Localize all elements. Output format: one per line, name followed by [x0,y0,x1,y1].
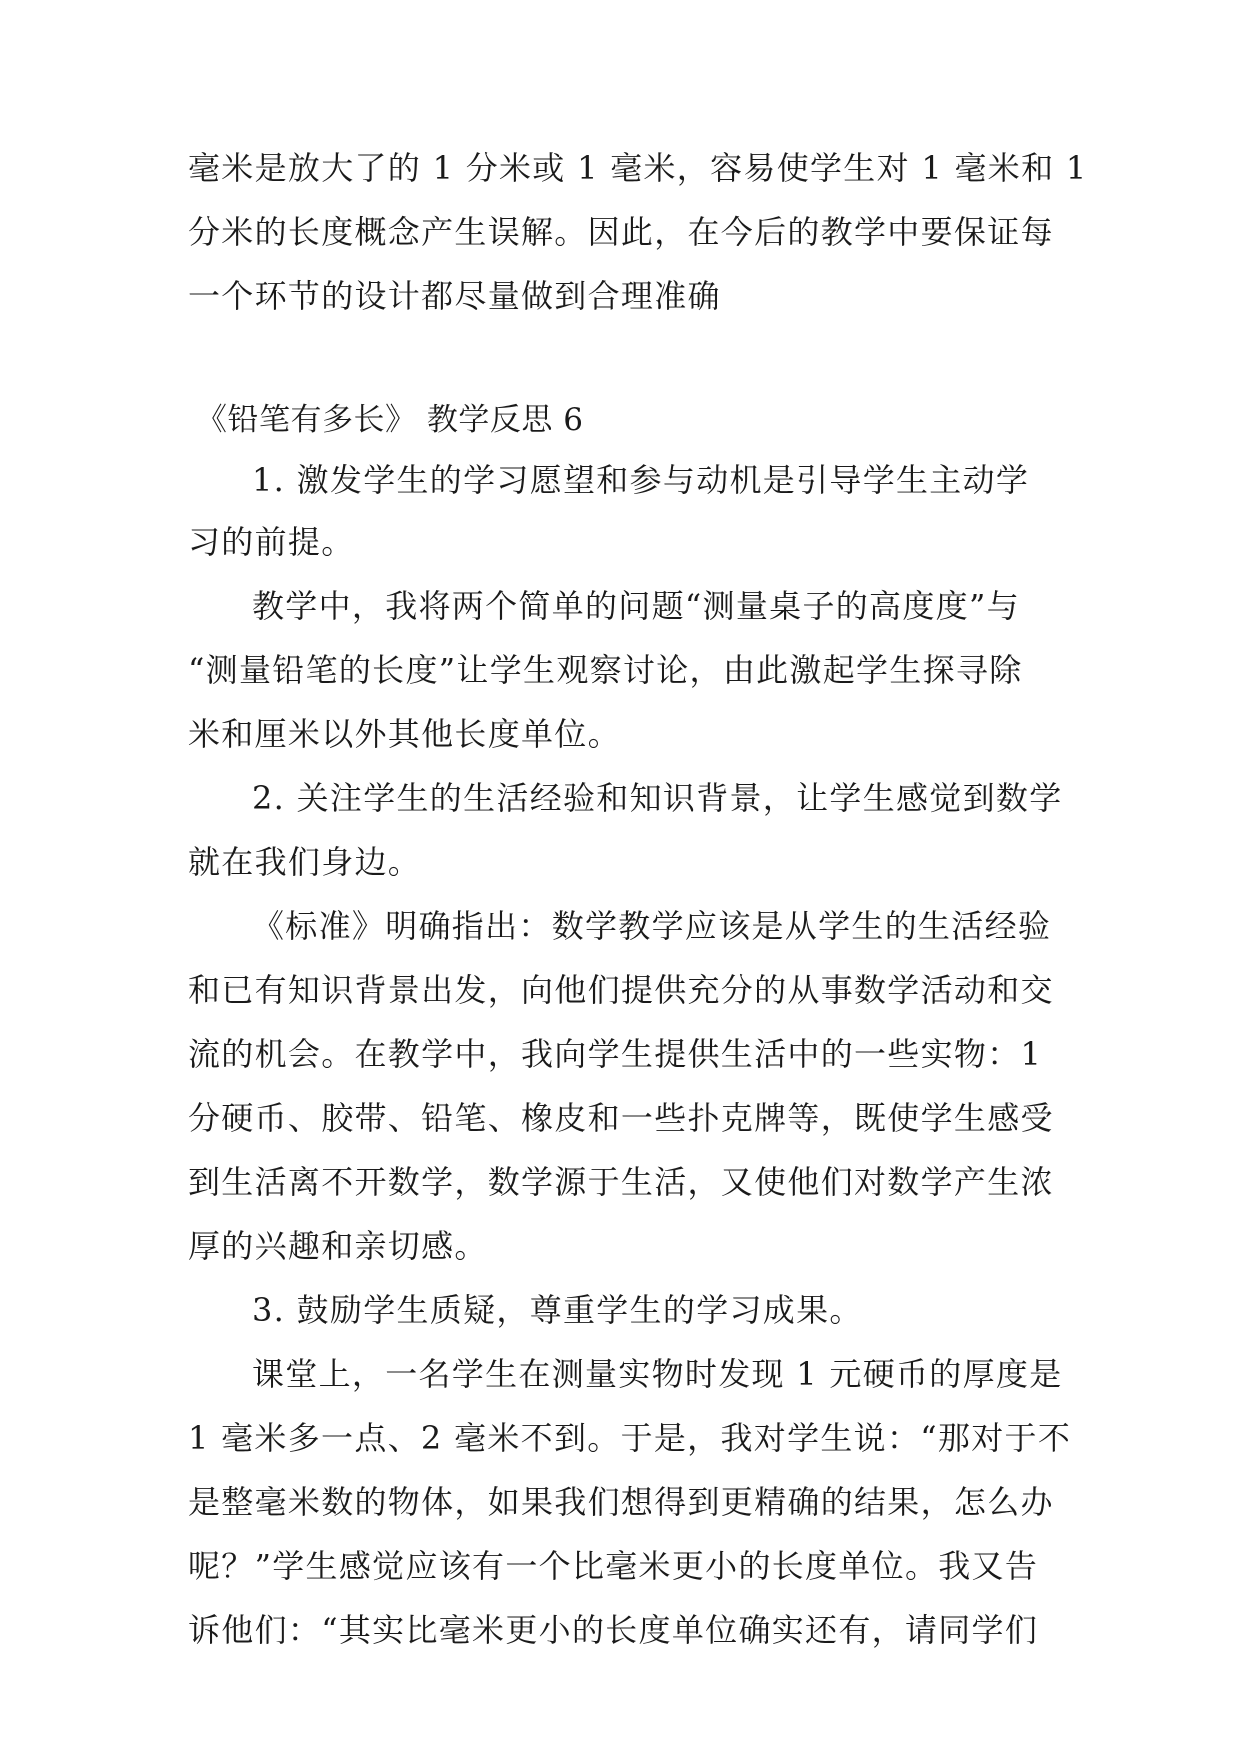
paragraph-line: 诉他们：“其实比毫米更小的长度单位确实还有，请同学们 [188,1611,1039,1649]
paragraph-line: 一个环节的设计都尽量做到合理准确 [188,277,721,315]
section-heading: 《铅笔有多长》 教学反思 6 [196,402,584,438]
paragraph-line: 米和厘米以外其他长度单位。 [188,715,621,753]
paragraph-line: 《标准》明确指出：数学教学应该是从学生的生活经验 [252,907,1052,945]
paragraph-line: 就在我们身边。 [188,843,422,881]
paragraph-line: “测量铅笔的长度”让学生观察讨论，由此激起学生探寻除 [188,651,1023,689]
paragraph-line: 1 毫米多一点、2 毫米不到。于是，我对学生说：“那对于不 [188,1419,1072,1457]
paragraph-line: 和已有知识背景出发，向他们提供充分的从事数学活动和交 [188,971,1054,1009]
paragraph-line: 流的机会。在教学中，我向学生提供生活中的一些实物：1 [188,1035,1043,1073]
paragraph-line: 教学中，我将两个简单的问题“测量桌子的高度度”与 [252,587,1020,625]
paragraph-line: 是整毫米数的物体，如果我们想得到更精确的结果，怎么办 [188,1483,1054,1521]
paragraph-line: 分硬币、胶带、铅笔、橡皮和一些扑克牌等，既使学生感受 [188,1099,1054,1137]
list-item-heading: 1. 激发学生的学习愿望和参与动机是引导学生主动学 [252,461,1030,499]
paragraph-line: 习的前提。 [188,523,355,561]
paragraph-line: 分米的长度概念产生误解。因此，在今后的教学中要保证每 [188,213,1054,251]
paragraph-line: 课堂上，一名学生在测量实物时发现 1 元硬币的厚度是 [252,1355,1063,1393]
paragraph-line: 厚的兴趣和亲切感。 [188,1227,488,1265]
paragraph-line: 到生活离不开数学，数学源于生活，又使他们对数学产生浓 [188,1163,1054,1201]
list-item-heading: 3. 鼓励学生质疑，尊重学生的学习成果。 [252,1291,863,1329]
list-item-heading: 2. 关注学生的生活经验和知识背景，让学生感觉到数学 [252,779,1063,817]
paragraph-line: 呢？”学生感觉应该有一个比毫米更小的长度单位。我又告 [188,1547,1039,1585]
paragraph-line: 毫米是放大了的 1 分米或 1 毫米，容易使学生对 1 毫米和 1 [188,149,1088,187]
